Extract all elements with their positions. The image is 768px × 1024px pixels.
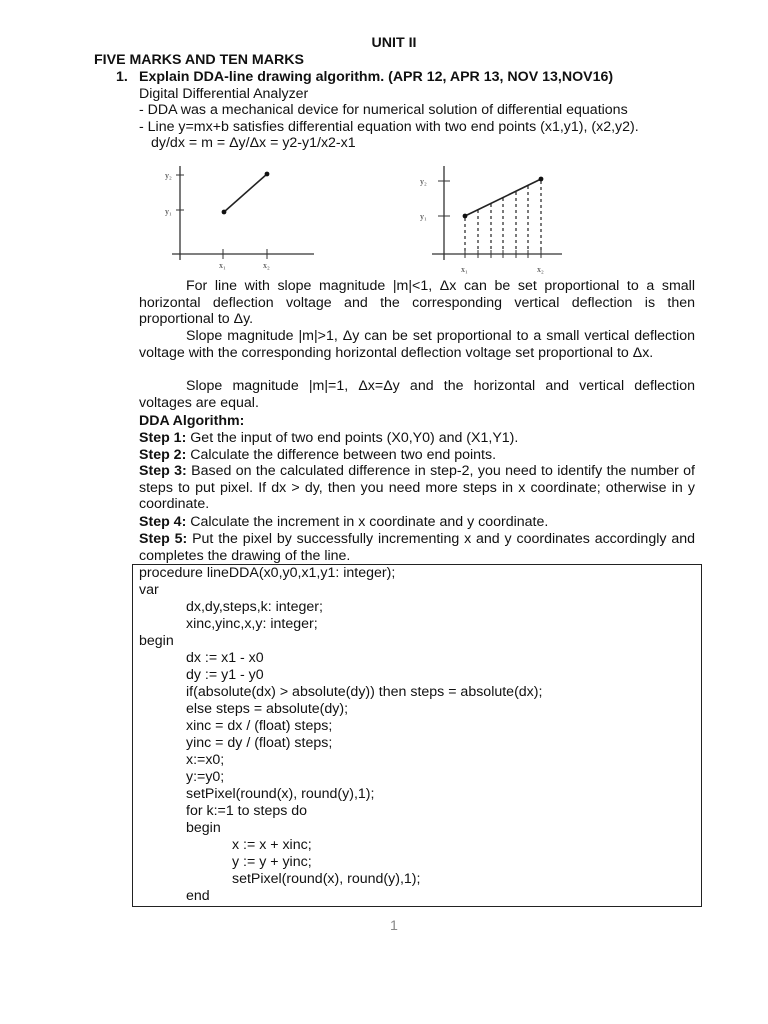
code-line: dx := x1 - x0 [186, 650, 264, 666]
code-line: var [139, 582, 159, 598]
slope-formula: dy/dx = m = Δy/Δx = y2-y1/x2-x1 [151, 135, 356, 151]
code-line: end [186, 888, 210, 904]
step-label: Step 1: [139, 430, 187, 446]
step-text: Calculate the difference between two end points. [190, 447, 497, 463]
step-label: Step 2: [139, 447, 187, 463]
slope-paragraph: For line with slope magnitude |m|<1, Δx can be set proportional to a small horizontal deflection voltage and the corresponding vertical deflection is then proportional to Δy. [139, 278, 695, 328]
code-line: dy := y1 - y0 [186, 667, 264, 683]
slope-paragraph: Slope magnitude |m|>1, Δy can be set proportional to a small vertical deflection voltage with the corresponding horizontal deflection voltage set proportional to Δx. [139, 328, 695, 361]
step-text: Based on the calculated difference in step-2, you need to identify the number of steps to put pixel. If dx > dy, then you need more steps in x coordinate; otherwise in y coordinate. [139, 463, 695, 513]
code-line: y := y + yinc; [232, 854, 312, 870]
algorithm-step [139, 430, 695, 447]
slope-paragraph: Slope magnitude |m|=1, Δx=Δy and the horizontal and vertical deflection voltages are equal. [139, 378, 695, 411]
code-line: xinc,yinc,x,y: integer; [186, 616, 318, 632]
code-line: setPixel(round(x), round(y),1); [186, 786, 375, 802]
step-text: Get the input of two end points (X0,Y0) and (X1,Y1). [190, 430, 519, 446]
code-line: begin [186, 820, 221, 836]
code-line: procedure lineDDA(x0,y0,x1,y1: integer); [139, 565, 396, 581]
algorithm-step [139, 514, 695, 531]
fig-left-y1-label: y₁ [165, 207, 172, 216]
algorithm-title: DDA Algorithm: [139, 413, 245, 429]
step-label: Step 5: [139, 531, 188, 547]
code-line: dx,dy,steps,k: integer; [186, 599, 323, 615]
line-graph-figure-right [412, 160, 564, 278]
step-text: Put the pixel by successfully incrementing x and y coordinates accordingly and completes the drawing of the line. [139, 531, 695, 564]
algorithm-step [139, 447, 695, 464]
code-line: else steps = absolute(dy); [186, 701, 349, 717]
unit-title: UNIT II [371, 35, 417, 51]
fig-right-x2-label: x₂ [537, 265, 544, 274]
step-label: Step 3: [139, 463, 187, 479]
question-text: Explain DDA-line drawing algorithm. (APR 12, APR 13, NOV 13,NOV16) [139, 69, 614, 85]
step-label: Step 4: [139, 514, 187, 530]
fig-right-y2-label: y₂ [420, 177, 427, 186]
fig-right-x1-label: x₁ [461, 265, 468, 274]
fig-right-y1-label: y₁ [420, 212, 427, 221]
fig-left-y2-label: y₂ [165, 171, 172, 180]
code-line: y:=y0; [186, 769, 225, 785]
section-title: FIVE MARKS AND TEN MARKS [94, 52, 304, 68]
code-line: x := x + xinc; [232, 837, 312, 853]
code-line: xinc = dx / (float) steps; [186, 718, 333, 734]
code-line: begin [139, 633, 174, 649]
step-text: Calculate the increment in x coordinate and y coordinate. [190, 514, 549, 530]
page-number: 1 [390, 918, 398, 934]
code-listing-box [132, 564, 702, 907]
algorithm-step [139, 531, 695, 564]
code-line: if(absolute(dx) > absolute(dy)) then steps = absolute(dx); [186, 684, 543, 700]
intro-line: - Line y=mx+b satisfies differential equation with two end points (x1,y1), (x2,y2). [139, 119, 639, 135]
fig-left-x2-label: x₂ [263, 261, 270, 270]
code-line: for k:=1 to steps do [186, 803, 308, 819]
code-line: x:=x0; [186, 752, 225, 768]
code-line: yinc = dy / (float) steps; [186, 735, 333, 751]
line-graph-figure-left [160, 160, 320, 272]
question-number: 1. [116, 69, 128, 85]
intro-line: Digital Differential Analyzer [139, 86, 309, 102]
algorithm-step [139, 463, 695, 513]
intro-line: - DDA was a mechanical device for numerical solution of differential equations [139, 102, 628, 118]
code-line: setPixel(round(x), round(y),1); [232, 871, 421, 887]
fig-left-x1-label: x₁ [219, 261, 226, 270]
